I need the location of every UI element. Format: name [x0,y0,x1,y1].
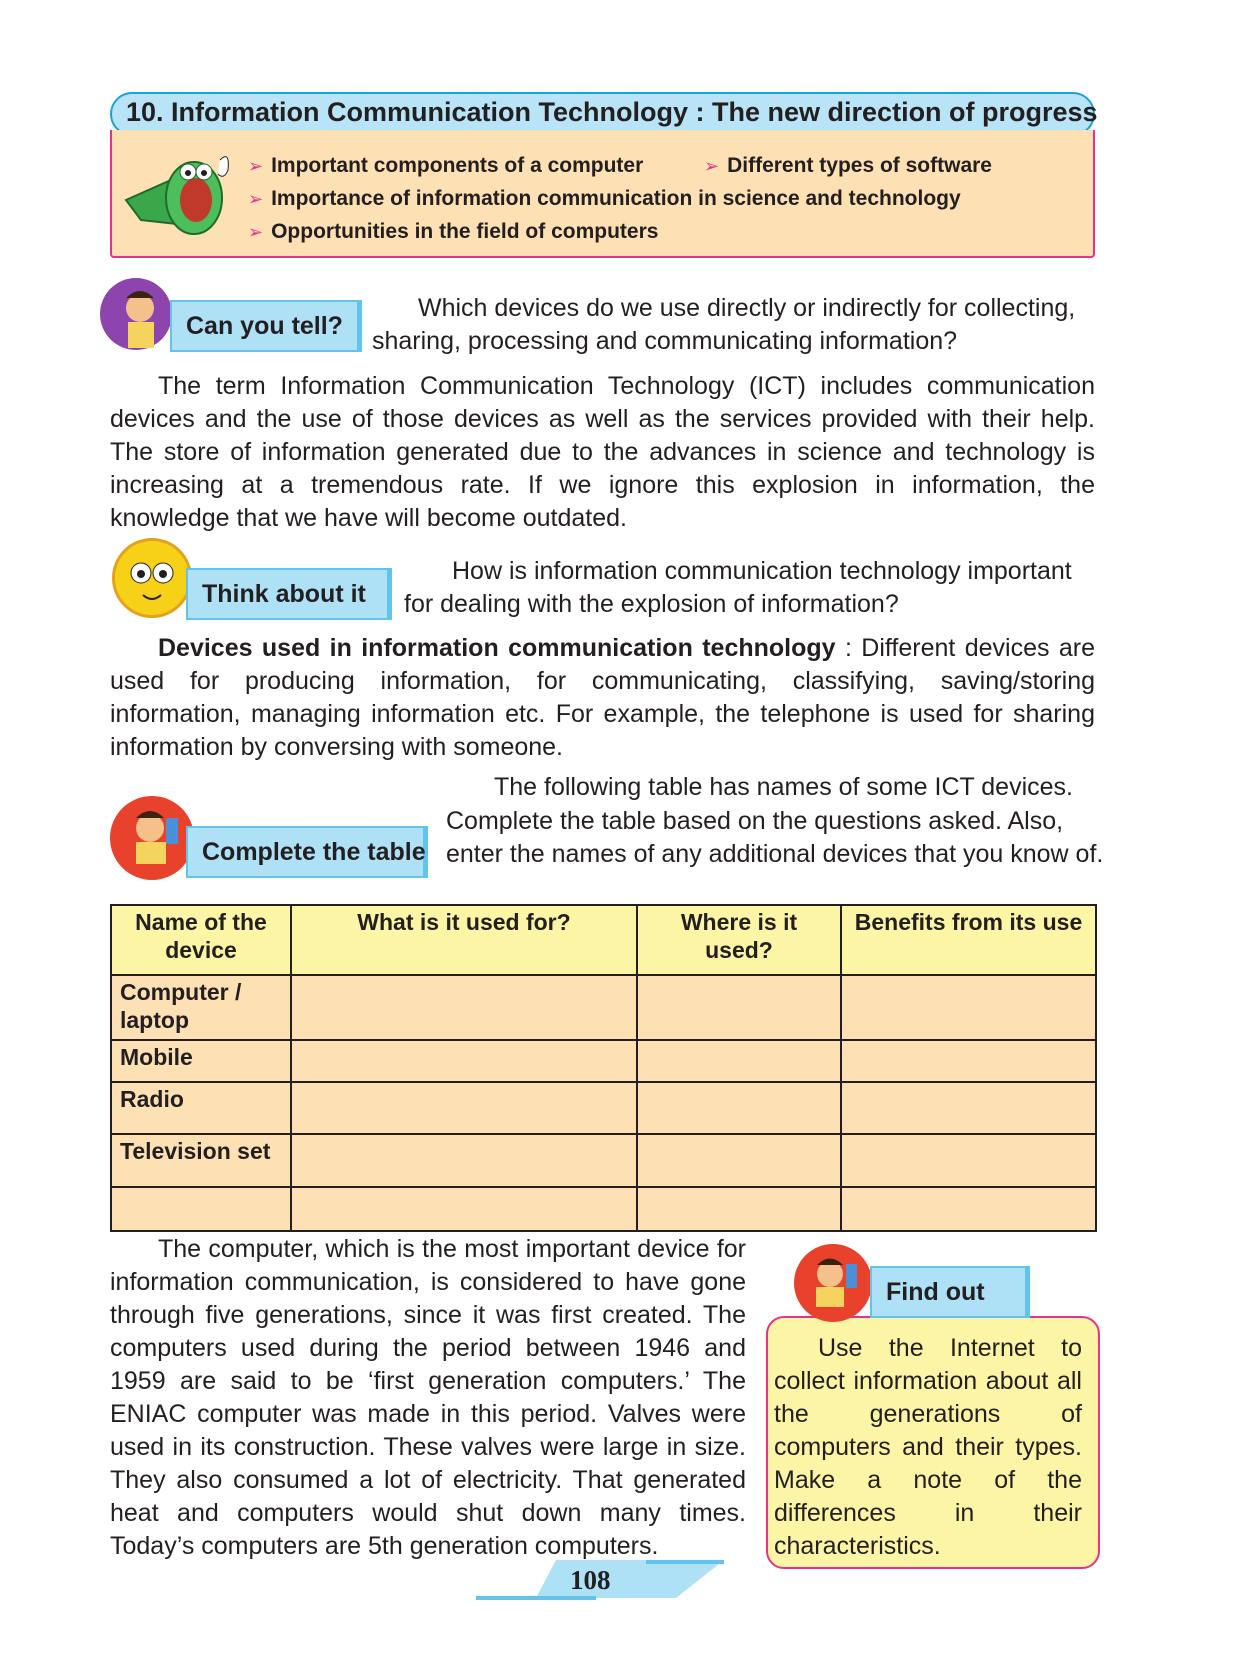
device-name-cell: Computer / laptop [111,975,291,1039]
answer-cell[interactable] [841,975,1096,1039]
answer-cell[interactable] [841,1187,1096,1231]
device-name-cell: Television set [111,1134,291,1186]
arrow-bullet-icon: ➢ [248,222,264,242]
find-out-label: Find out [870,1266,1030,1318]
intro-paragraph: The term Information Communication Technology (ICT) includes communication devices and the use of those devices as well as the services provided with their help. The store of information generated due to the advances in science and technology is increasing at a tremendous rate. If we ignore this explosion in information, the knowledge that we have will become outdated. [110,372,1095,532]
answer-cell[interactable] [637,975,841,1039]
table-row [111,1134,1096,1186]
answer-cell[interactable] [291,1040,637,1082]
boy-reading-icon [794,1244,872,1322]
table-row [111,975,1096,1039]
table-header-row [111,905,1096,975]
arrow-bullet-icon: ➢ [704,156,720,176]
answer-cell[interactable] [841,1082,1096,1134]
answer-cell[interactable] [637,1040,841,1082]
answer-cell[interactable] [637,1187,841,1231]
column-header: What is it used for? [291,905,637,975]
page-number: 108 [570,1565,611,1595]
column-header: Where is it used? [637,905,841,975]
table-row [111,1040,1096,1082]
boy-reading-icon [110,796,194,880]
answer-cell[interactable] [637,1134,841,1186]
can-you-tell-question-line1: Which devices do we use directly or indirectly for collecting, [418,294,1076,322]
device-name-cell: Radio [111,1082,291,1134]
megaphone-mascot-icon [116,140,236,240]
objective-item: ➢ Importance of information communication in science and technology [248,187,961,210]
table-row [111,1082,1096,1134]
devices-paragraph [110,632,1095,764]
devices-text: : Different devices are used for producing information, for communicating, classifying, saving/storing information, managing information etc. For example, the telephone is used for sharing information by conversing with someone. [110,634,1095,761]
column-header: Benefits from its use [841,905,1096,975]
objective-item: ➢ Important components of a computer [248,154,644,177]
device-name-cell: Mobile [111,1040,291,1082]
think-about-it-label: Think about it [186,568,392,620]
answer-cell[interactable] [291,1134,637,1186]
devices-table [110,904,1097,1232]
answer-cell[interactable] [841,1134,1096,1186]
sun-mascot-icon [112,538,192,618]
answer-cell[interactable] [291,1082,637,1134]
column-header: Name of the device [111,905,291,975]
table-instruction-line2: Complete the table based on the questions asked. Also, [446,807,1064,835]
table-row [111,1187,1096,1231]
answer-cell[interactable] [291,1187,637,1231]
chapter-title: 10. Information Communication Technology : The new direction of progress [126,97,1098,127]
answer-cell[interactable] [291,975,637,1039]
complete-the-table-label: Complete the table [186,826,428,878]
objective-item: ➢ Opportunities in the field of computers [248,220,659,243]
think-about-it-question-line1: How is information communication technology important [452,557,1072,585]
arrow-bullet-icon: ➢ [248,189,264,209]
generations-paragraph: The computer, which is the most important device for information communication, is considered to have gone through five generations, since it was first created. The computers used during the period between 1946 and 1959 are said to be ‘first generation computers.’ The ENIAC computer was made in this period. Valves were used in its construction. These valves were large in size. They also consumed a lot of electricity. That generated heat and computers would shut down many times. Today’s computers are 5th generation computers. [110,1235,746,1560]
table-instruction-line1: The following table has names of some ICT devices. [494,773,1073,801]
find-out-text: Use the Internet to collect information about all the generations of computers and their types. Make a note of the differences in their characteristics. [774,1334,1082,1560]
answer-cell[interactable] [841,1040,1096,1082]
table-instruction-line3: enter the names of any additional devices that you know of. [446,840,1104,868]
answer-cell[interactable] [637,1082,841,1134]
think-about-it-question-line2: for dealing with the explosion of information? [404,590,899,618]
arrow-bullet-icon: ➢ [248,156,264,176]
devices-heading: Devices used in information communication technology [158,634,836,662]
can-you-tell-label: Can you tell? [170,300,362,352]
can-you-tell-question-line2: sharing, processing and communicating information? [372,327,958,355]
device-name-cell[interactable] [111,1187,291,1231]
objective-item: ➢ Different types of software [704,154,992,177]
boy-thinking-icon [100,278,172,350]
